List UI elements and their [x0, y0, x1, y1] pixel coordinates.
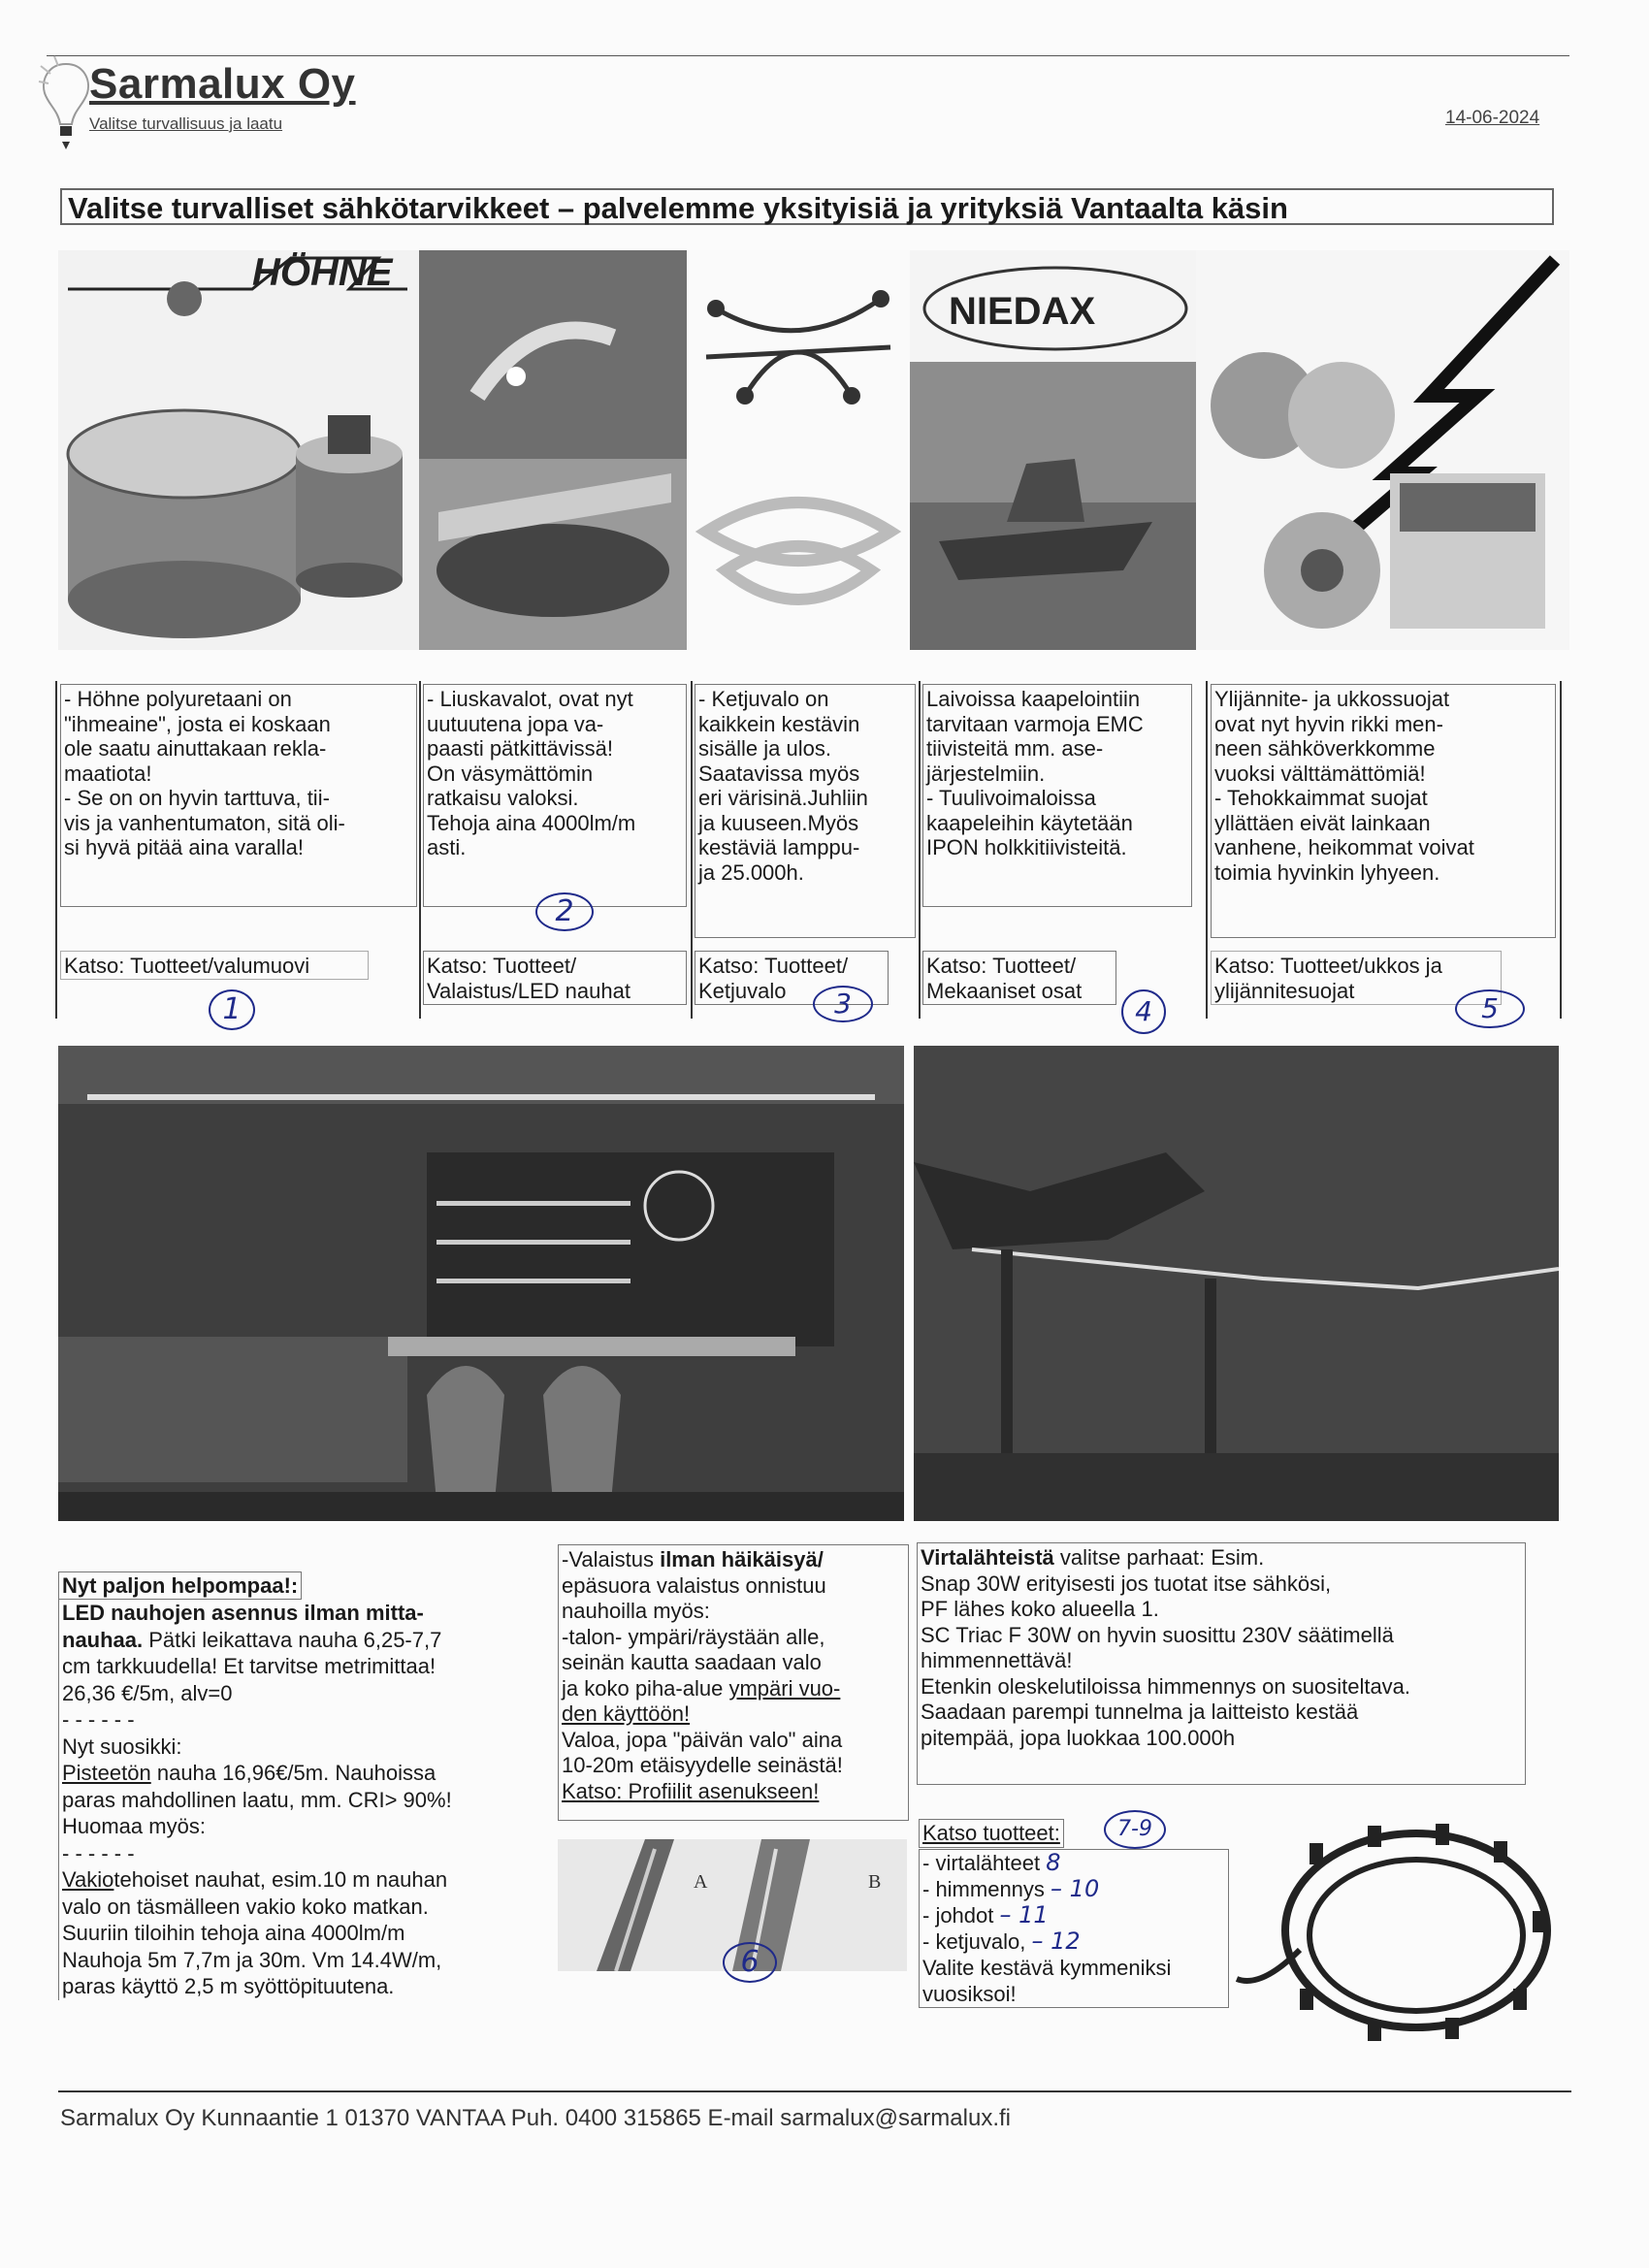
led-section-body1: Pätki leikattava nauha 6,25-7,7 cm tarkkuudella! Et tarvitse metrimittaa! 26,36 €/5m, alv=0 [62, 1627, 442, 1705]
virta-katso-link[interactable]: Katso tuotteet: [919, 1819, 1064, 1848]
footer-contact: Sarmalux Oy Kunnaantie 1 01370 VANTAA Puh. 0400 315865 E-mail sarmalux@sarmalux.fi [60, 2105, 1011, 2131]
niedax-brand-text: NIEDAX [949, 290, 1096, 333]
lightbulb-logo-icon [37, 54, 95, 161]
led-section-pisteeton: nauha 16,96€/5m. Nauhoissa paras mahdollinen laatu, mm. CRI> 90%! Huomaa myös: [62, 1761, 452, 1838]
led-section [58, 1544, 545, 2026]
handwritten-number-2: 2 [535, 892, 594, 931]
niedax-navy-ship-image [910, 250, 1196, 650]
valaistus-body-2: Valoa, jopa "päivän valo" aina 10-20m etäisyydelle seinästä! [562, 1727, 843, 1777]
top-rule [47, 55, 1569, 56]
column-divider-right [1560, 681, 1562, 1019]
column-divider-4 [1206, 681, 1208, 1019]
virtalahteet-section [917, 1542, 1526, 1785]
virta-list-label: - himmennys [922, 1877, 1045, 1901]
led-section-bold: LED nauhojen asennus ilman mitta- nauhaa. [62, 1601, 424, 1652]
virta-list-label: - ketjuvalo, [922, 1929, 1026, 1954]
handwritten-number-5: 5 [1455, 989, 1525, 1028]
column-5-katso-link[interactable]: Katso: Tuotteet/ukkos ja ylijännitesuojat [1211, 951, 1502, 1005]
headline: Valitse turvalliset sähkötarvikkeet – palvelemme yksityisiä ja yrityksiä Vantaalta käsin [60, 188, 1554, 225]
chain-light-image [687, 250, 910, 650]
hohne-brand-text: HÖHNE [252, 251, 393, 294]
column-divider-1 [419, 681, 421, 1019]
virta-bold: Virtalähteistä [921, 1545, 1054, 1570]
led-section-title: Nyt paljon helpompaa!: [58, 1571, 302, 1601]
valaistus-year-round-link[interactable]: ympäri vuo- den käyttöön! [562, 1675, 841, 1726]
pisteeton-link[interactable]: Pisteetön [62, 1761, 151, 1785]
column-5-text: Ylijännite- ja ukkossuojat ovat nyt hyvin rikki men- neen sähköverkkomme vuoksi välttämättömiä! - Tehokkaimmat suojat yllättäen eivät lainkaan vanhene, heikommat voivat toimia hyvinkin lyhyeen. [1211, 684, 1556, 938]
profile-label-a: A [694, 1871, 708, 1893]
virta-product-list [919, 1849, 1229, 2008]
handwritten-number-3: 3 [813, 986, 873, 1022]
valaistus-section [558, 1544, 909, 1821]
virta-closing-text: Valite kestävä kymmeniksi vuosiksoi! [922, 1956, 1172, 2006]
virta-list-item[interactable] [922, 1876, 1225, 1902]
led-section-suosikki: Nyt suosikki: [62, 1733, 182, 1759]
led-section-dashes-1: - - - - - - [62, 1707, 135, 1732]
document-date: 14-06-2024 [1445, 108, 1540, 128]
led-section-dashes-2: - - - - - - [62, 1840, 135, 1865]
valaistus-body: epäsuora valaistus onnistuu nauhoilla myös: -talon- ympäri/räystään alle, seinän kautta saadaan valo ja koko piha-alue [562, 1572, 826, 1701]
column-2-katso-link[interactable]: Katso: Tuotteet/ Valaistus/LED nauhat [423, 951, 687, 1005]
led-section-vakio: tehoiset nauhat, esim.10 m nauhan valo on täsmälleen vakio koko matkan. Suuriin tiloihin tehoja aina 4000lm/m Nauhoja 5m 7,7m ja 30m. Vm 14.4W/m, paras käyttö 2,5 m syöttöpituutena. [62, 1867, 448, 1998]
kitchen-led-lighting-photo [58, 1046, 904, 1521]
virta-list-item[interactable] [922, 1928, 1225, 1955]
garden-pergola-lighting-photo [914, 1046, 1559, 1521]
column-divider-2 [691, 681, 693, 1019]
virta-list-item[interactable] [922, 1850, 1225, 1876]
handwritten-note: – 10 [1051, 1875, 1100, 1902]
handwritten-note: – 12 [1031, 1928, 1081, 1955]
hohne-polyurethane-cans-image [58, 250, 419, 650]
column-divider-left [55, 681, 57, 1019]
virta-list-label: - johdot [922, 1903, 994, 1928]
handwritten-number-7-9: 7-9 [1104, 1810, 1166, 1849]
valaistus-profiles-link[interactable]: Katso: Profiilit asenukseen! [562, 1778, 820, 1803]
handwritten-note: – 11 [999, 1901, 1049, 1928]
handwritten-number-6: 6 [723, 1942, 777, 1983]
footer-rule [58, 2090, 1571, 2092]
column-3-katso-link[interactable]: Katso: Tuotteet/ Ketjuvalo [695, 951, 889, 1005]
handwritten-number-4: 4 [1121, 989, 1166, 1034]
vakio-link[interactable]: Vakio [62, 1867, 114, 1892]
column-4-text: Laivoissa kaapelointiin tarvitaan varmoja EMC tiivisteitä mm. ase- järjestelmiin. - Tuulivoimaloissa kaapeleihin käytetään IPON holkkitiivisteitä. [922, 684, 1192, 907]
virta-list-item[interactable] [922, 1902, 1225, 1928]
column-2-text: - Liuskavalot, ovat nyt uutuutena jopa va- paasti pätkittävissä! On väsymättömin ratkaisu valoksi. Tehoja aina 4000lm/m asti. [423, 684, 687, 907]
valaistus-bold: ilman häikäisyä/ [660, 1547, 824, 1571]
led-section-body [58, 1600, 545, 2000]
column-1-katso-link[interactable]: Katso: Tuotteet/valumuovi [60, 951, 369, 980]
column-divider-3 [919, 681, 921, 1019]
company-logo-name: Sarmalux Oy [89, 60, 356, 108]
handwritten-number-1: 1 [209, 989, 255, 1030]
handwritten-note: 8 [1046, 1849, 1061, 1876]
chain-light-cable-image [1232, 1804, 1562, 2066]
virta-text: valitse parhaat: Esim. Snap 30W erityisesti jos tuotat itse sähkösi, PF lähes koko alueella 1. SC Triac F 30W on hyvin suosittu 230V säätimellä himmennettävä! Etenkin oleskelutiloissa himmennys on suositeltava. Saadaan parempi tunnelma ja laitteisto kestää pitempää, jopa luokkaa 100.000h [921, 1545, 1411, 1750]
profile-label-b: B [868, 1871, 882, 1893]
led-strip-image [419, 250, 687, 650]
column-4-katso-link[interactable]: Katso: Tuotteet/ Mekaaniset osat [922, 951, 1116, 1005]
virta-list-label: - virtalähteet [922, 1851, 1041, 1875]
company-tagline: Valitse turvallisuus ja laatu [89, 114, 283, 133]
valaistus-pre: -Valaistus [562, 1547, 661, 1571]
column-3-text: - Ketjuvalo on kaikkein kestävin sisälle ja ulos. Saatavissa myös eri värisinä.Juhliin ja kuuseen.Myös kestäviä lamppu- ja 25.000h. [695, 684, 916, 938]
column-1-text: - Höhne polyuretaani on "ihmeaine", josta ei koskaan ole saatu ainuttakaan rekla- maatiota! - Se on on hyvin tarttuva, tii- vis ja vanhentumaton, sitä oli- si hyvä pitää aina varalla! [60, 684, 417, 907]
cable-glands-surge-protector-image [1196, 250, 1569, 650]
